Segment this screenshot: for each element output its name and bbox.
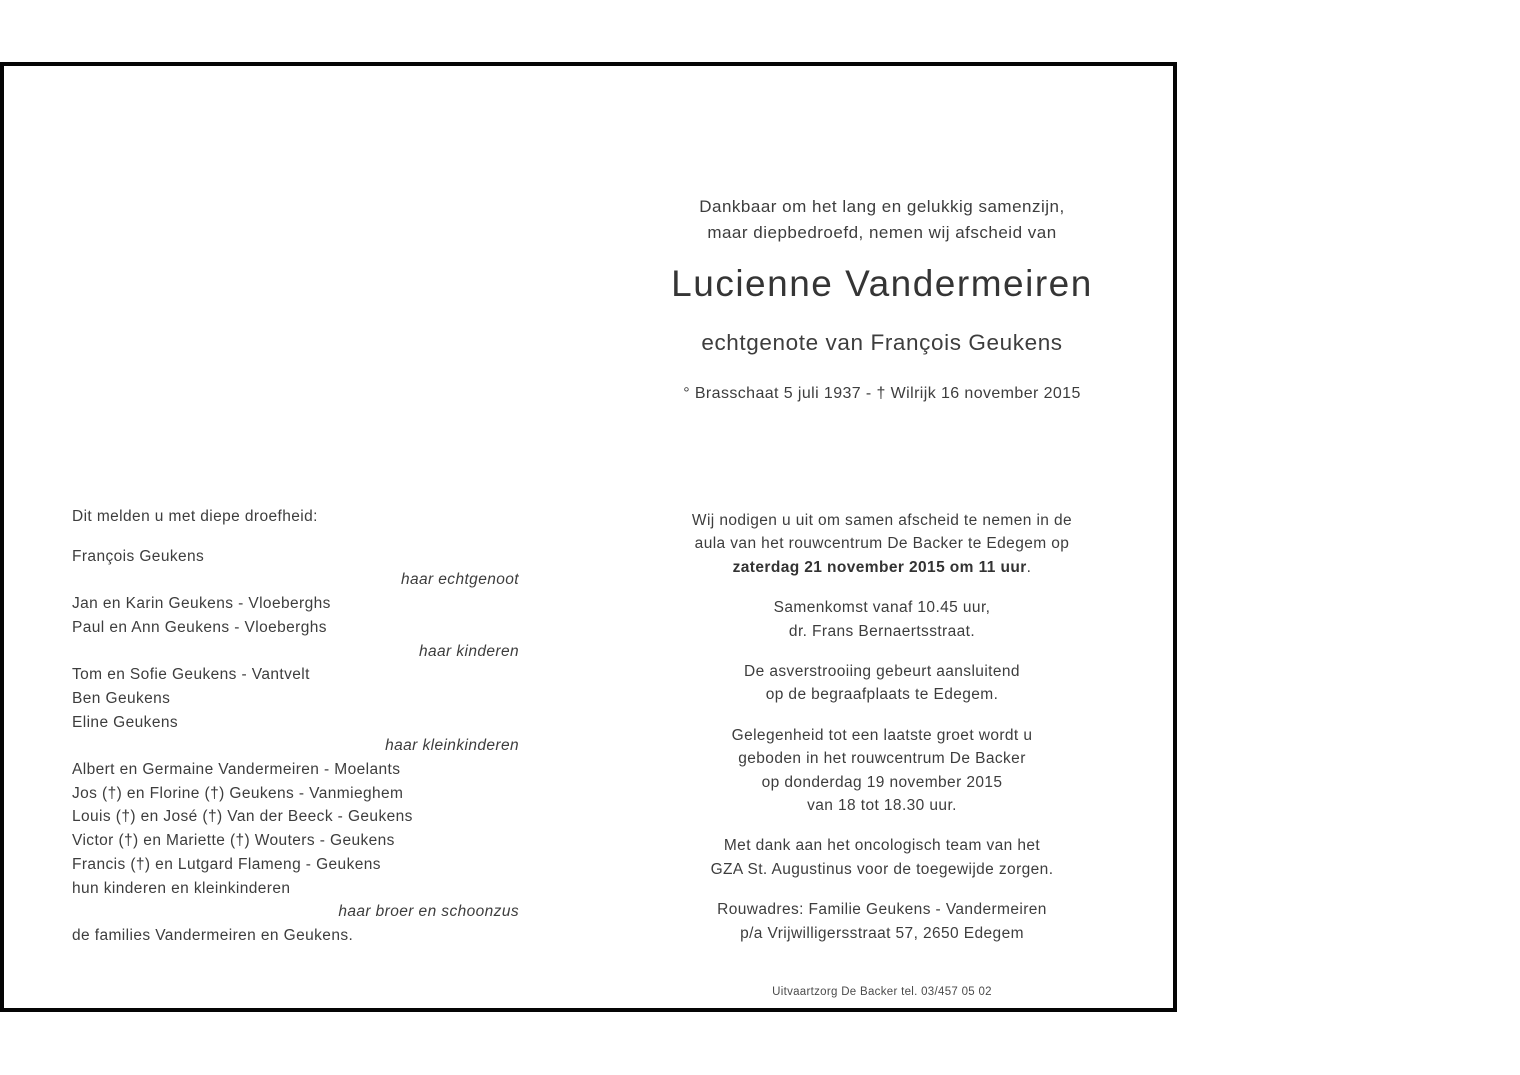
- ceremony-line: aula van het rouwcentrum De Backer te Edegem op: [694, 535, 1070, 553]
- ceremony-line: Gelegenheid tot een laatste groet wordt u: [731, 726, 1033, 744]
- ceremony-paragraph: [585, 898, 1179, 945]
- life-dates: ° Brasschaat 5 juli 1937 - † Wilrijk 16 november 2015: [683, 385, 1081, 402]
- ceremony-line: GZA St. Augustinus voor de toegewijde zorgen.: [710, 860, 1054, 878]
- memorial-header: [585, 194, 1179, 404]
- family-heading: Dit melden u met diepe droefheid:: [72, 508, 318, 525]
- family-announcement: [72, 505, 519, 948]
- ceremony-line: op de begraafplaats te Edegem.: [765, 686, 999, 704]
- ceremony-line: Wij nodigen u uit om samen afscheid te nemen in de: [691, 512, 1073, 529]
- funeral-home-footer: Uitvaartzorg De Backer tel. 03/457 05 02: [772, 986, 992, 998]
- deceased-name: Lucienne Vandermeiren: [671, 263, 1093, 304]
- ceremony-line: De asverstrooiing gebeurt aansluitend: [744, 663, 1020, 681]
- family-member-line: hun kinderen en kleinkinderen: [72, 879, 291, 897]
- family-member-line: Ben Geukens: [72, 689, 171, 707]
- family-relation-label: haar echtgenoot: [400, 571, 519, 589]
- ceremony-paragraph: [585, 724, 1179, 818]
- ceremony-line: geboden in het rouwcentrum De Backer: [738, 750, 1026, 768]
- ceremony-line: Samenkomst vanaf 10.45 uur,: [773, 599, 991, 617]
- family-relation-label: haar kleinkinderen: [385, 737, 519, 755]
- family-member-line: de families Vandermeiren en Geukens.: [72, 926, 354, 944]
- ceremony-line: op donderdag 19 november 2015: [761, 773, 1003, 791]
- family-relation-label: haar kinderen: [419, 642, 519, 660]
- ceremony-paragraph: [585, 834, 1179, 881]
- family-member-line: François Geukens: [72, 547, 205, 565]
- ceremony-line: van 18 tot 18.30 uur.: [807, 797, 957, 815]
- mourning-card: [0, 62, 1177, 1012]
- ceremony-line: dr. Frans Bernaertsstraat.: [788, 622, 976, 640]
- intro-line-2: maar diepbedroefd, nemen wij afscheid van: [707, 223, 1057, 242]
- family-member-line: Victor (†) en Mariette (†) Wouters - Geukens: [72, 832, 395, 850]
- ceremony-line: Rouwadres: Familie Geukens - Vandermeiren: [717, 901, 1047, 919]
- family-member-line: Jan en Karin Geukens - Vloeberghs: [72, 595, 331, 613]
- ceremony-paragraph: [585, 509, 1179, 579]
- ceremony-details: [585, 509, 1179, 962]
- ceremony-line: Met dank aan het oncologisch team van het: [723, 837, 1041, 855]
- family-relation-label: haar broer en schoonzus: [338, 903, 519, 921]
- family-member-line: Louis (†) en José (†) Van der Beeck - Geukens: [72, 808, 413, 826]
- family-member-line: Paul en Ann Geukens - Vloeberghs: [72, 618, 327, 636]
- family-list: [72, 545, 519, 948]
- family-member-line: Francis (†) en Lutgard Flameng - Geukens: [72, 855, 381, 873]
- ceremony-line: p/a Vrijwilligersstraat 57, 2650 Edegem: [740, 924, 1024, 942]
- ceremony-paragraph: [585, 660, 1179, 707]
- intro-line-1: Dankbaar om het lang en gelukkig samenzijn,: [699, 197, 1065, 216]
- family-member-line: Albert en Germaine Vandermeiren - Moelants: [72, 761, 401, 779]
- ceremony-line: zaterdag 21 november 2015 om 11 uur.: [732, 558, 1032, 576]
- family-member-line: Eline Geukens: [72, 713, 179, 731]
- family-member-line: Jos (†) en Florine (†) Geukens - Vanmieghem: [72, 784, 404, 802]
- ceremony-paragraph: [585, 596, 1179, 643]
- spouse-line: echtgenote van François Geukens: [701, 330, 1063, 355]
- family-member-line: Tom en Sofie Geukens - Vantvelt: [72, 666, 310, 684]
